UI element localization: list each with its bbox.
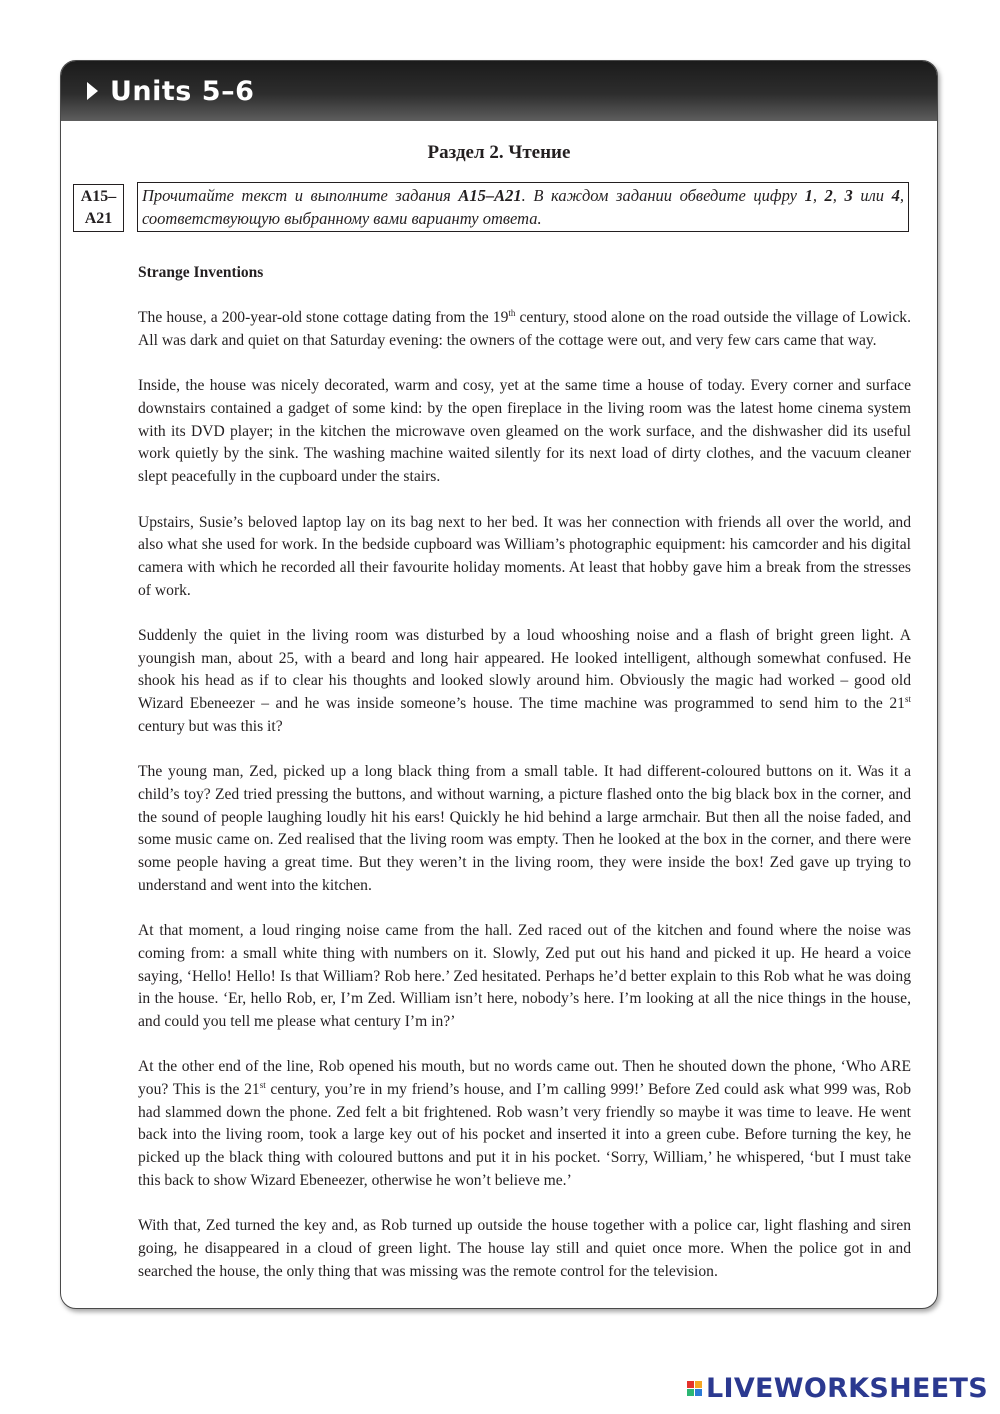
- worksheet-card: [60, 60, 938, 1309]
- section-title: Раздел 2. Чтение: [427, 142, 571, 163]
- task-label-line1: A15–: [80, 188, 117, 205]
- paragraph-text: century, you’re in my friend’s house, and I’m calling 999!’ Before Zed could ask what 999 was, Rob had slammed down the phone. Zed felt a bit frightened. Rob wasn’t very friendly so maybe it was time to leave. He went back into the living room, took a large key out of his pocket and inserted it into a green cube. Before turning the key, he picked up the black thing with coloured buttons and put it in his pocket. ‘Sorry, William,’ he whispered, ‘but I must take this back to show Wizard Ebeneezer, otherwise he won’t believe me.’: [138, 1081, 911, 1189]
- logo-square: [687, 1389, 694, 1396]
- paragraph-4: [138, 625, 911, 739]
- logo-square: [695, 1381, 702, 1388]
- ordinal-suffix: st: [259, 1080, 266, 1091]
- logo-square: [695, 1389, 702, 1396]
- instruction-option: 4: [891, 186, 900, 205]
- reading-text: [138, 262, 911, 1306]
- logo-grid-icon: [687, 1381, 702, 1396]
- instruction-separator: ,: [812, 186, 825, 205]
- instruction-task-range: A15–A21: [458, 186, 522, 205]
- ordinal-suffix: st: [904, 694, 911, 705]
- paragraph-1: [138, 307, 911, 352]
- task-number-label: [73, 184, 124, 232]
- paragraph-8: With that, Zed turned the key and, as Rob turned up outside the house together with a police car, light flashing and siren going, he disappeared in a cloud of green light. The house lay still and quiet once more. When the police got in and searched the house, the only thing that was missing was the remote control for the television.: [138, 1217, 911, 1280]
- paragraph-text: Suddenly the quiet in the living room was disturbed by a loud whooshing noise and a flash of bright green light. A youngish man, about 25, with a beard and long hair appeared. He looked intelligent, although somewhat confused. He shook his head as if to clear his thoughts and looked slowly around him. Obviously the magic had worked – good old Wizard Ebeneezer – and he was inside someone’s house. The time machine was programmed to send him to the 21: [138, 627, 911, 713]
- paragraph-7: [138, 1056, 911, 1192]
- logo-text: LIVEWORKSHEETS: [705, 1373, 988, 1404]
- paragraph-text: The house, a 200-year-old stone cottage dating from the 19: [138, 309, 509, 327]
- ordinal-suffix: th: [508, 308, 516, 319]
- instruction-option: 2: [824, 186, 833, 205]
- paragraph-text: At the other end of the line, Rob opened his mouth, but no words came out. Then he shouted down the phone, ‘Who ARE you? This is the 21: [138, 1058, 911, 1099]
- article-title: Strange Inventions: [138, 264, 264, 281]
- paragraph-text: century but was this it?: [138, 717, 283, 735]
- instruction-text: или: [852, 186, 892, 205]
- paragraph-2: Inside, the house was nicely decorated, warm and cosy, yet at the same time a house of today. Every corner and surface downstairs contained a gadget of some kind: by the open fireplace in the living room was the latest home cinema system with its DVD player; in the kitchen the microwave oven gleamed on the work surface, and the dishwasher did its useful work quietly by the sink. The washing machine waited silently for its next load of dirty clothes, and the vacuum cleaner slept peacefully in the cupboard under the stairs.: [138, 377, 911, 486]
- paragraph-3: Upstairs, Susie’s beloved laptop lay on its bag next to her bed. It was her connection with friends all over the world, and also what she used for work. In the bedside cupboard was William’s photographic equipment: his camcorder and his digital camera with which he recorded all their favourite holiday moments. At least that hobby gave him a break from the stresses of work.: [138, 513, 911, 599]
- instruction-separator: ,: [832, 186, 845, 205]
- units-header-bar: [61, 61, 937, 121]
- instruction-option: 1: [804, 186, 813, 205]
- paragraph-text: century, stood alone on the road outside the village of Lowick. All was dark and quiet on that Saturday evening: the owners of the cottage were out, and very few cars came that way.: [138, 309, 912, 349]
- instruction-text: Прочитайте текст и выполните задания: [142, 186, 459, 205]
- liveworksheets-logo: [687, 1373, 988, 1404]
- units-title: Units 5–6: [110, 75, 255, 107]
- logo-square: [687, 1381, 694, 1388]
- paragraph-6: At that moment, a loud ringing noise came from the hall. Zed raced out of the kitchen and found where the noise was coming from: a small white thing with numbers on it. Slowly, Zed put out his hand and picked it up. He heard a voice saying, ‘Hello! Hello! Is that William? Rob here.’ Zed hesitated. Perhaps he’d better explain to this Rob what he was doing in the house. ‘Er, hello Rob, er, I’m Zed. William isn’t here, nobody’s here. I’m looking at all the nice things in the house, and could you tell me please what century I’m in?’: [138, 922, 911, 1030]
- task-label-line2: A21: [84, 210, 113, 227]
- play-arrow-icon: [87, 82, 98, 100]
- task-instruction: [137, 182, 909, 232]
- instruction-text: . В каждом задании обведите цифру: [521, 186, 805, 205]
- instruction-option: 3: [844, 186, 853, 205]
- instruction-text: , соответствующую выбранному вами варианту ответа.: [142, 186, 905, 228]
- paragraph-5: The young man, Zed, picked up a long black thing from a small table. It had different-coloured buttons on it. Was it a child’s toy? Zed tried pressing the buttons, and without warning, a picture flashed onto the big black box in the corner, and the sound of people laughing loudly hit his ears! Quickly he hid behind a large armchair. But then all the noise faded, and some music came on. Zed realised that the living room was empty. Then he looked at the box in the corner, and there were some people having a great time. But they weren’t in the living room, they were inside the box! Zed gave up trying to understand and went into the kitchen.: [138, 763, 911, 894]
